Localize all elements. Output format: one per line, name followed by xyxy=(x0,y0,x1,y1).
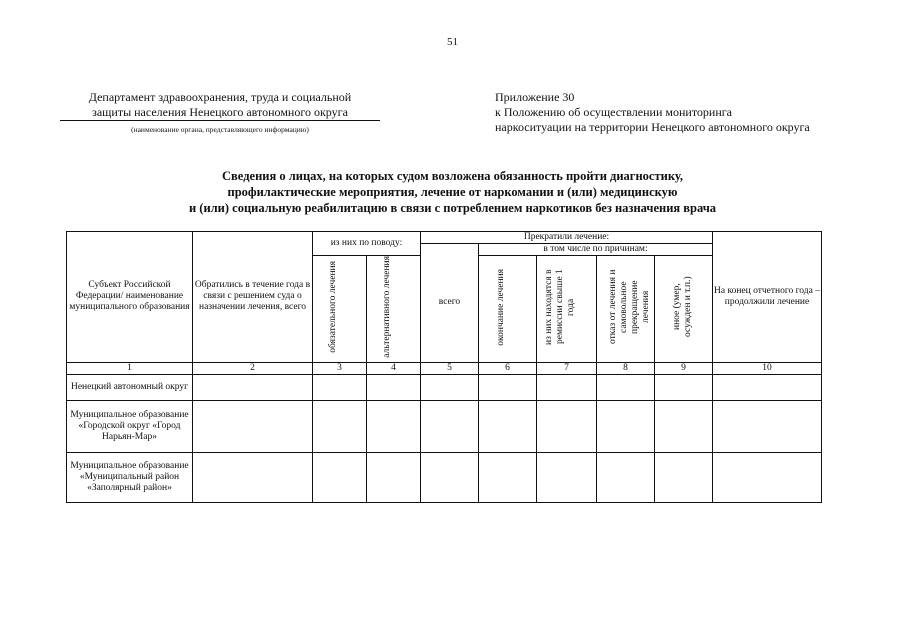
data-cell xyxy=(655,452,713,502)
header-end-of-year: На конец отчетного года – продолжили лечение xyxy=(713,232,822,363)
data-cell xyxy=(313,400,367,452)
header-finished: окончание лечения xyxy=(479,256,537,363)
data-cell xyxy=(479,400,537,452)
col-number: 9 xyxy=(655,362,713,374)
department-block xyxy=(60,90,380,136)
data-cell xyxy=(367,374,421,400)
header-other: иное (умер, осужден и т.п.) xyxy=(655,256,713,363)
department-line1: Департамент здравоохранения, труда и социальной xyxy=(88,90,352,104)
header-applied: Обратились в течение года в связи с решением суда о назначении лечения, всего xyxy=(193,232,313,363)
data-cell xyxy=(367,452,421,502)
header-alternative: альтернативного лечения xyxy=(367,256,421,363)
data-cell xyxy=(713,374,822,400)
header-stopped: Прекратили лечение: xyxy=(421,232,713,244)
data-cell xyxy=(655,400,713,452)
data-cell xyxy=(655,374,713,400)
col-number: 6 xyxy=(479,362,537,374)
title-line2: профилактические мероприятия, лечение от наркомании и (или) медицинскую xyxy=(227,185,678,199)
title-line1: Сведения о лицах, на которых судом возложена обязанность пройти диагностику, xyxy=(222,169,683,183)
data-cell xyxy=(537,452,597,502)
row-label: Муниципальное образование «Городской округ «Город Нарьян-Мар» xyxy=(67,400,193,452)
data-cell xyxy=(421,374,479,400)
table-row xyxy=(67,374,822,400)
report-table xyxy=(66,231,822,503)
col-number: 4 xyxy=(367,362,421,374)
data-cell xyxy=(313,374,367,400)
data-cell xyxy=(537,374,597,400)
header-total: всего xyxy=(421,244,479,363)
data-cell xyxy=(367,400,421,452)
data-cell xyxy=(421,452,479,502)
document-title xyxy=(0,168,905,216)
column-number-row xyxy=(67,362,822,374)
appendix-line1: Приложение 30 xyxy=(495,90,575,104)
col-number: 8 xyxy=(597,362,655,374)
col-number: 7 xyxy=(537,362,597,374)
data-cell xyxy=(479,374,537,400)
data-cell xyxy=(713,400,822,452)
data-cell xyxy=(597,400,655,452)
department-note: (наименование органа, представляющего информацию) xyxy=(131,125,309,134)
data-cell xyxy=(479,452,537,502)
title-line3: и (или) социальную реабилитацию в связи с потреблением наркотиков без назначения врача xyxy=(188,201,717,215)
data-cell xyxy=(597,452,655,502)
data-cell xyxy=(193,452,313,502)
data-cell xyxy=(713,452,822,502)
data-cell xyxy=(313,452,367,502)
appendix-line3: наркоситуации на территории Ненецкого автономного округа xyxy=(495,120,810,134)
col-number: 5 xyxy=(421,362,479,374)
header-refusal: отказ от лечения и самовольное прекращение лечения xyxy=(597,256,655,363)
data-cell xyxy=(193,400,313,452)
col-number: 10 xyxy=(713,362,822,374)
col-number: 1 xyxy=(67,362,193,374)
data-cell xyxy=(421,400,479,452)
table-row xyxy=(67,400,822,452)
col-number: 2 xyxy=(193,362,313,374)
data-cell xyxy=(193,374,313,400)
table-row xyxy=(67,452,822,502)
row-label: Муниципальное образование «Муниципальный район «Заполярный район» xyxy=(67,452,193,502)
header-reasons: в том числе по причинам: xyxy=(479,244,713,256)
appendix-line2: к Положению об осуществлении мониторинга xyxy=(495,105,733,119)
department-line2: защиты населения Ненецкого автономного округа xyxy=(60,105,380,121)
data-cell xyxy=(537,400,597,452)
col-number: 3 xyxy=(313,362,367,374)
header-subject: Субъект Российской Федерации/ наименование муниципального образования xyxy=(67,232,193,363)
data-cell xyxy=(597,374,655,400)
header-mandatory: обязательного лечения xyxy=(313,256,367,363)
page-number: 51 xyxy=(447,36,458,48)
appendix-block xyxy=(495,90,875,135)
header-remission: из них находятся в ремиссии свыше 1 года xyxy=(537,256,597,363)
row-label: Ненецкий автономный округ xyxy=(67,374,193,400)
header-of-them: из них по поводу: xyxy=(313,232,421,256)
